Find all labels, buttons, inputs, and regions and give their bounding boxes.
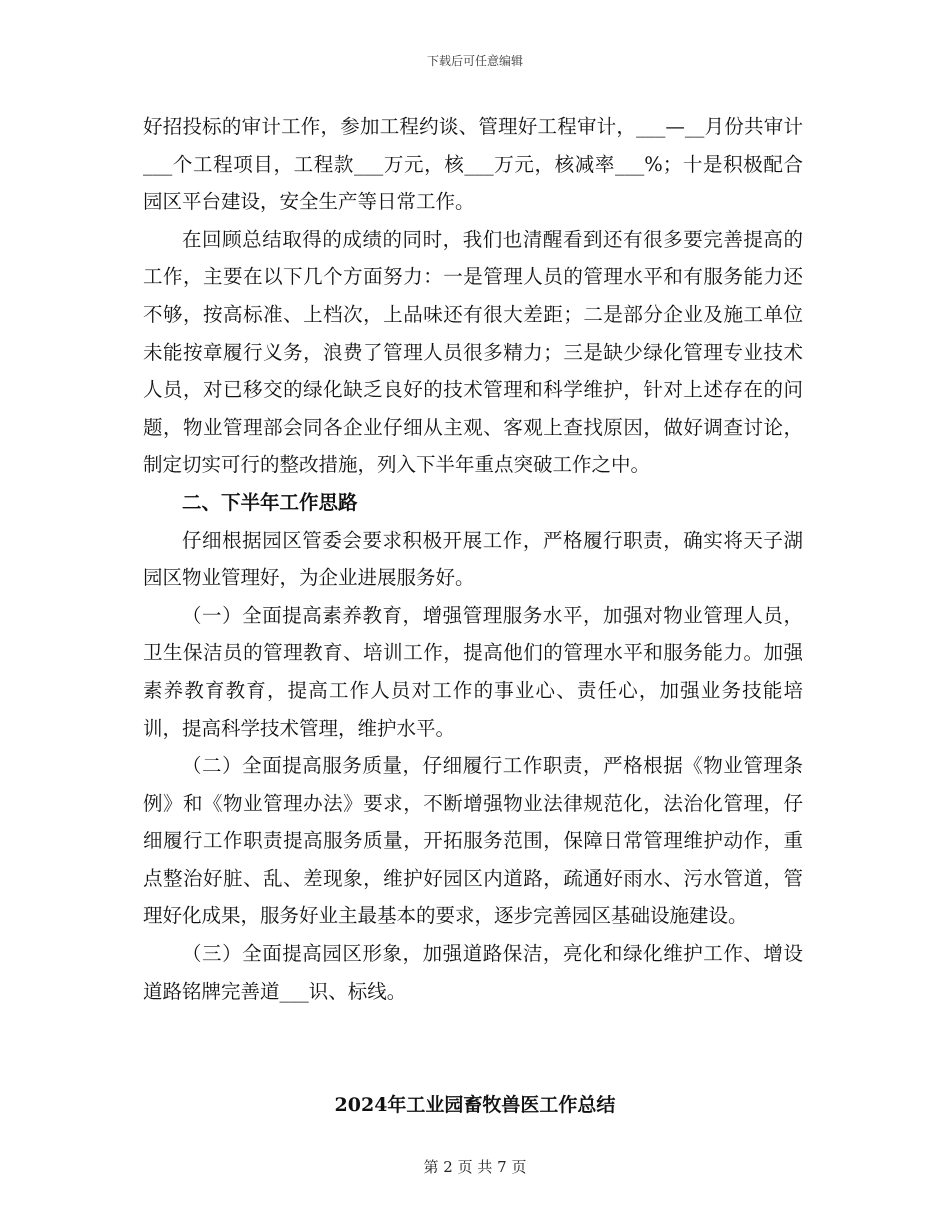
paragraph: （一）全面提高素养教育，增强管理服务水平，加强对物业管理人员，卫生保洁员的管理教育、培训工作，提高他们的管理水平和服务能力。加强素养教育教育，提高工作人员对工作的事业心、责任心，加强业务技能培训，提高科学技术管理，维护水平。 xyxy=(143,603,803,740)
page-footer: 第 2 页 共 7 页 xyxy=(423,1158,527,1176)
next-document-title: 2024年工业园畜牧兽医工作总结 xyxy=(334,1094,616,1116)
document-body xyxy=(143,108,803,1010)
paragraph: 仔细根据园区管委会要求积极开展工作，严格履行职责，确实将天子湖园区物业管理好，为企业进展服务好。 xyxy=(143,528,803,590)
section-heading: 二、下半年工作思路 xyxy=(182,490,358,514)
paragraph: 在回顾总结取得的成绩的同时，我们也清醒看到还有很多要完善提高的工作，主要在以下几个方面努力：一是管理人员的管理水平和有服务能力还不够，按高标准、上档次，上品味还有很大差距；二是部分企业及施工单位未能按章履行义务，浪费了管理人员很多精力；三是缺少绿化管理专业技术人员，对已移交的绿化缺乏良好的技术管理和科学维护，针对上述存在的问题，物业管理部会同各企业仔细从主观、客观上查找原因，做好调查讨论，制定切实可行的整改措施，列入下半年重点突破工作之中。 xyxy=(143,227,803,477)
paragraph: （二）全面提高服务质量，仔细履行工作职责，严格根据《物业管理条例》和《物业管理办法》要求，不断增强物业法律规范化，法治化管理，仔细履行工作职责提高服务质量，开拓服务范围，保障日常管理维护动作，重点整治好脏、乱、差现象，维护好园区内道路，疏通好雨水、污水管道，管理好化成果，服务好业主最基本的要求，逐步完善园区基础设施建设。 xyxy=(143,754,803,928)
paragraph: 好招投标的审计工作，参加工程约谈、管理好工程审计，___—__月份共审计___个工程项目，工程款___万元，核___万元，核减率___%；十是积极配合园区平台建设，安全生产等日常工作。 xyxy=(143,115,803,214)
paragraph: （三）全面提高园区形象，加强道路保洁，亮化和绿化维护工作、增设道路铭牌完善道___识、标线。 xyxy=(143,942,803,1003)
page-header: 下载后可任意编辑 xyxy=(426,54,523,68)
